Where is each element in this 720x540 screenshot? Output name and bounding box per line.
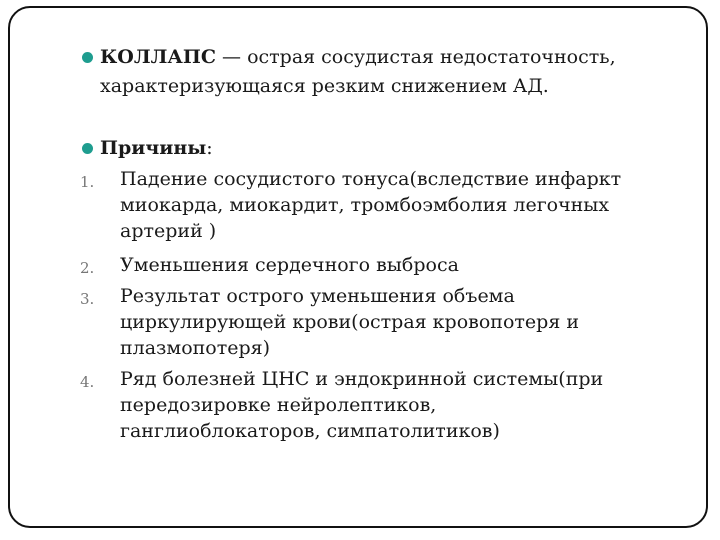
list-item-line: артерий ): [120, 220, 217, 242]
list-item-line: Падение сосудистого тонуса(вследствие инфаркт: [120, 168, 622, 190]
causes-heading-colon: :: [206, 137, 213, 159]
list-item-number: 3.: [80, 290, 95, 308]
list-item-line: циркулирующей крови(острая кровопотеря и: [120, 311, 580, 333]
bullet-icon: [82, 143, 93, 154]
definition-term: КОЛЛАПС: [100, 46, 216, 68]
list-item-line: плазмопотеря): [120, 337, 271, 359]
list-item-line: ганглиоблокаторов, симпатолитиков): [120, 420, 500, 442]
list-item-number: 4.: [80, 373, 95, 391]
list-item-number: 2.: [80, 259, 95, 277]
definition-line-2: характеризующаяся резким снижением АД.: [100, 75, 549, 97]
list-item-line: миокарда, миокардит, тромбоэмболия легочных: [120, 194, 610, 216]
bullet-icon: [82, 52, 93, 63]
definition-text: — острая сосудистая недостаточность,: [215, 46, 616, 68]
list-item-line: Ряд болезней ЦНС и эндокринной системы(при: [120, 368, 604, 390]
list-item-line: передозировке нейролептиков,: [120, 394, 437, 416]
list-item-number: 1.: [80, 173, 95, 191]
causes-heading-label: Причины: [100, 137, 207, 159]
list-item-line: Результат острого уменьшения объема: [120, 285, 515, 307]
definition-line-1: [100, 45, 616, 69]
causes-heading: [100, 136, 213, 160]
list-item-line: Уменьшения сердечного выброса: [120, 254, 459, 276]
